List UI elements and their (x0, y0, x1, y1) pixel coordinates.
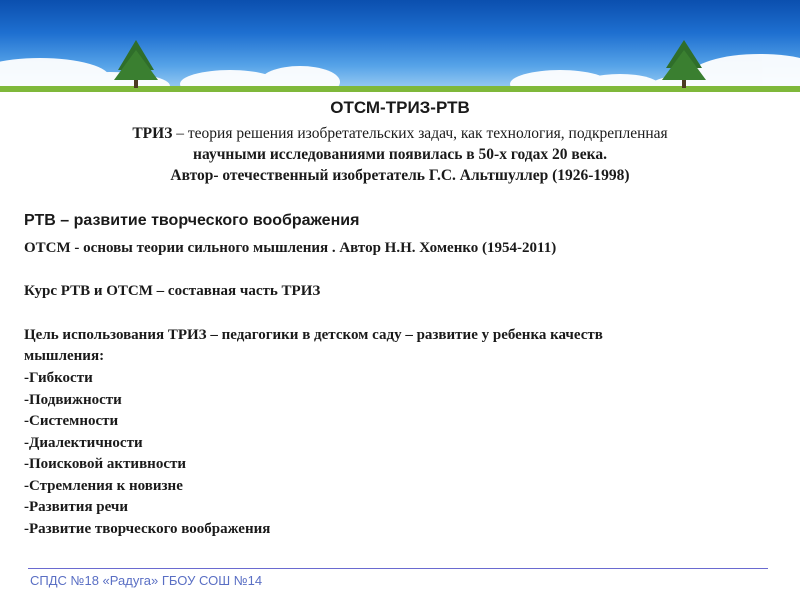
triz-definition-text: – теория решения изобретательских задач, как технология, подкрепленная (172, 125, 668, 142)
quality-list-item: -Развития речи (24, 499, 129, 515)
quality-list-item: -Системности (24, 413, 119, 429)
quality-list-item: -Развитие творческого воображения (24, 521, 271, 537)
course-statement: Курс РТВ и ОТСМ – составная часть ТРИЗ (24, 283, 321, 299)
header-divider (0, 92, 800, 95)
triz-definition-line1 (0, 124, 800, 144)
quality-list-item: -Стремления к новизне (24, 478, 183, 494)
sky-landscape-illustration (0, 0, 800, 94)
goal-line2: мышления: (24, 348, 105, 364)
triz-author-line: Автор- отечественный изобретатель Г.С. Альтшуллер (1926-1998) (170, 167, 630, 184)
rtv-definition: РТВ – развитие творческого воображения (24, 212, 360, 229)
goal-line1: Цель использования ТРИЗ – педагогики в детском саду – развитие у ребенка качеств (24, 327, 603, 343)
header-banner (0, 0, 800, 94)
quality-list-item: -Поисковой активности (24, 456, 186, 472)
footer-divider (28, 568, 768, 569)
slide-title: ОТСМ-ТРИЗ-РТВ (330, 98, 470, 117)
quality-list-item: -Диалектичности (24, 435, 143, 451)
otsm-definition: ОТСМ - основы теории сильного мышления . Автор Н.Н. Хоменко (1954-2011) (24, 240, 557, 256)
quality-list-item: -Гибкости (24, 370, 93, 386)
triz-term: ТРИЗ (132, 125, 173, 142)
triz-definition-line2: научными исследованиями появилась в 50-х годах 20 века. (193, 146, 607, 163)
footer-caption: СПДС №18 «Радуга» ГБОУ СОШ №14 (30, 573, 263, 588)
quality-list-item: -Подвижности (24, 392, 122, 408)
